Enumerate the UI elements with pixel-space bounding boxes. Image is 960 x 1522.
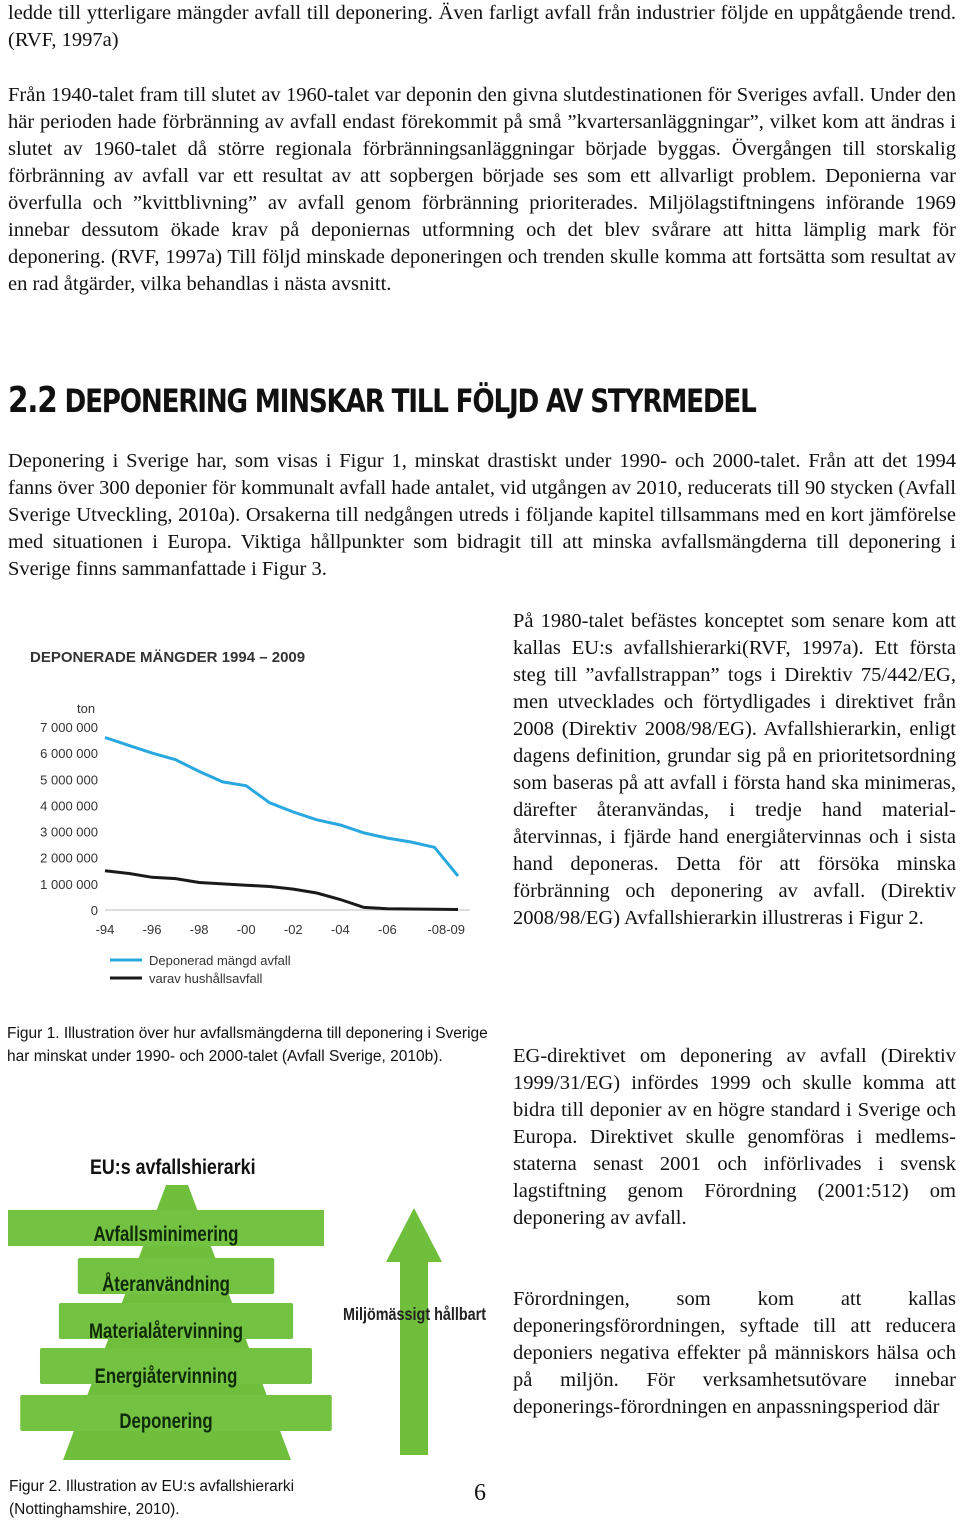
figure1-caption: Figur 1. Illustration över hur avfallsmängderna till deponering i Sverige har minskat under 1990- och 2000-talet (Avfall Sverige, 2010b). xyxy=(7,1025,488,1065)
figure2-caption: Figur 2. Illustration av EU:s avfallshierarki (Nottinghamshire, 2010). xyxy=(9,1478,295,1518)
paragraph-intro: ledde till ytterligare mängder avfall till deponering. Även farligt avfall från industrier följde en uppåtgående trend. (RVF, 1997a) xyxy=(8,2,956,51)
x-tick-label: -98 xyxy=(189,922,209,937)
arrow-label: Miljömässigt hållbart xyxy=(343,1304,487,1325)
y-tick-label: 0 xyxy=(90,903,98,918)
x-tick-label: -96 xyxy=(142,922,162,937)
x-tick-label: -04 xyxy=(330,922,350,937)
y-tick-label: 4 000 000 xyxy=(40,798,98,814)
x-tick-label: -06 xyxy=(378,922,397,937)
y-tick-label: 2 000 000 xyxy=(40,850,98,866)
hierarchy-level-label: Återanvändning xyxy=(102,1273,230,1297)
y-tick-label: 3 000 000 xyxy=(40,824,98,840)
legend-label: varav hushållsavfall xyxy=(149,971,263,986)
column-paragraph-regulation: Förordningen, som kom att kallas deponeringsförordningen, syftade till att reducera deponiers negativa effekter på människors hälsa och på miljön. För verksamhetsutövare innebar deponerings-förordningen en anpassningsperiod där xyxy=(513,1288,956,1418)
paragraph-deponering: Deponering i Sverige har, som visas i Figur 1, minskat drastiskt under 1990- och 2000-talet. Från att det 1994 fanns över 300 deponier för kommunalt avfall hade antalet, vid utgången av 2010, reducerats till 90 stycken (Avfall Sverige Utveckling, 2010a). Orsakerna till nedgången utreds i följande kapitel tillsammans med en kort jämförelse med situationen i Europa. Viktiga hållpunkter som bidragit till att minska avfallsmängderna till deponering i Sverige finns sammanfattade i Figur 3. xyxy=(8,450,956,580)
hierarchy-level-label: Energiåtervinning xyxy=(94,1365,238,1389)
section-title: DEPONERING MINSKAR TILL FÖLJD AV STYRMEDEL xyxy=(56,382,756,420)
y-tick-label: 7 000 000 xyxy=(40,720,98,735)
paragraph-history: Från 1940-talet fram till slutet av 1960-talet var deponin den givna slutdestinationen för Sveriges avfall. Under den här perioden hade förbränning av avfall endast förekommit på små ”kvartersanläggningar”, vilket kom att ändras i slutet av 1960-talet då större regionala förbränningsanläggningar började byggas. Övergången till storskalig förbränning av avfall var ett resultat av att sopbergen började ses som ett allvarligt problem. Deponierna var överfulla och ”kvittblivning” av avfall genom förbränning prioriterades. Miljölagstiftningens införande 1969 innebar dessutom ökade krav på deponiernas utformning och det blev svårare att hitta lämplig mark för deponering. (RVF, 1997a) Till följd minskade deponeringen och trenden skulle komma att fortsätta som resultat av en rad åtgärder, vilka behandlas i nästa avsnitt. xyxy=(8,84,956,295)
column-paragraph-directive: EG-direktivet om deponering av avfall (Direktiv 1999/31/EG) infördes 1999 och skulle komma att bidra till deponier av en högre standard i Sverige och Europa. Direktivet skulle genomföras i medlems-staterna senast 2001 och införlivades i svensk lagstiftning genom Förordning (2001:512) om deponering av avfall. xyxy=(513,1045,956,1229)
page-number: 6 xyxy=(474,1480,486,1506)
hierarchy-level-label: Avfallsminimering xyxy=(93,1223,239,1247)
y-axis-label: ton xyxy=(77,701,96,716)
legend-label: Deponerad mängd avfall xyxy=(149,953,291,968)
sustainability-arrow-icon xyxy=(386,1208,442,1455)
x-tick-label: -00 xyxy=(236,922,256,937)
x-tick-label: -94 xyxy=(95,922,115,937)
y-tick-label: 5 000 000 xyxy=(40,772,98,788)
chart-title: DEPONERADE MÄNGDER 1994 – 2009 xyxy=(30,649,306,666)
y-tick-label: 1 000 000 xyxy=(40,876,98,892)
hierarchy-level-label: Materialåtervinning xyxy=(89,1320,243,1344)
hierarchy-levels xyxy=(8,1210,332,1434)
x-tick-label: -02 xyxy=(283,922,303,937)
y-tick-label: 6 000 000 xyxy=(40,746,98,762)
x-tick-label: -08-09 xyxy=(427,922,466,937)
hierarchy-level-label: Deponering xyxy=(119,1410,213,1434)
section-number: 2.2 xyxy=(8,380,57,421)
column-paragraph-hierarchy: På 1980-talet befästes konceptet som senare kom att kallas EU:s avfallshierarki(RVF, 1997a). Ett första steg till ”avfallstrappan” togs i Direktiv 75/442/EG, men utvecklades och förtydligades i direktivet från 2008 (Direktiv 2008/98/EG). Avfallshierarkin, enligt dagens definition, grundar sig på en prioritetsordning som baseras på att avfall i första hand ska minimeras, därefter återanvändas, i tredje hand material-återvinnas, i fjärde hand energiåtervinnas och i sista hand deponeras. Detta för att försöka minska förbränning och deponering av avfall. (Direktiv 2008/98/EG) Avfallshierarkin illustreras i Figur 2. xyxy=(513,610,956,929)
hierarchy-title: EU:s avfallshierarki xyxy=(90,1155,256,1180)
